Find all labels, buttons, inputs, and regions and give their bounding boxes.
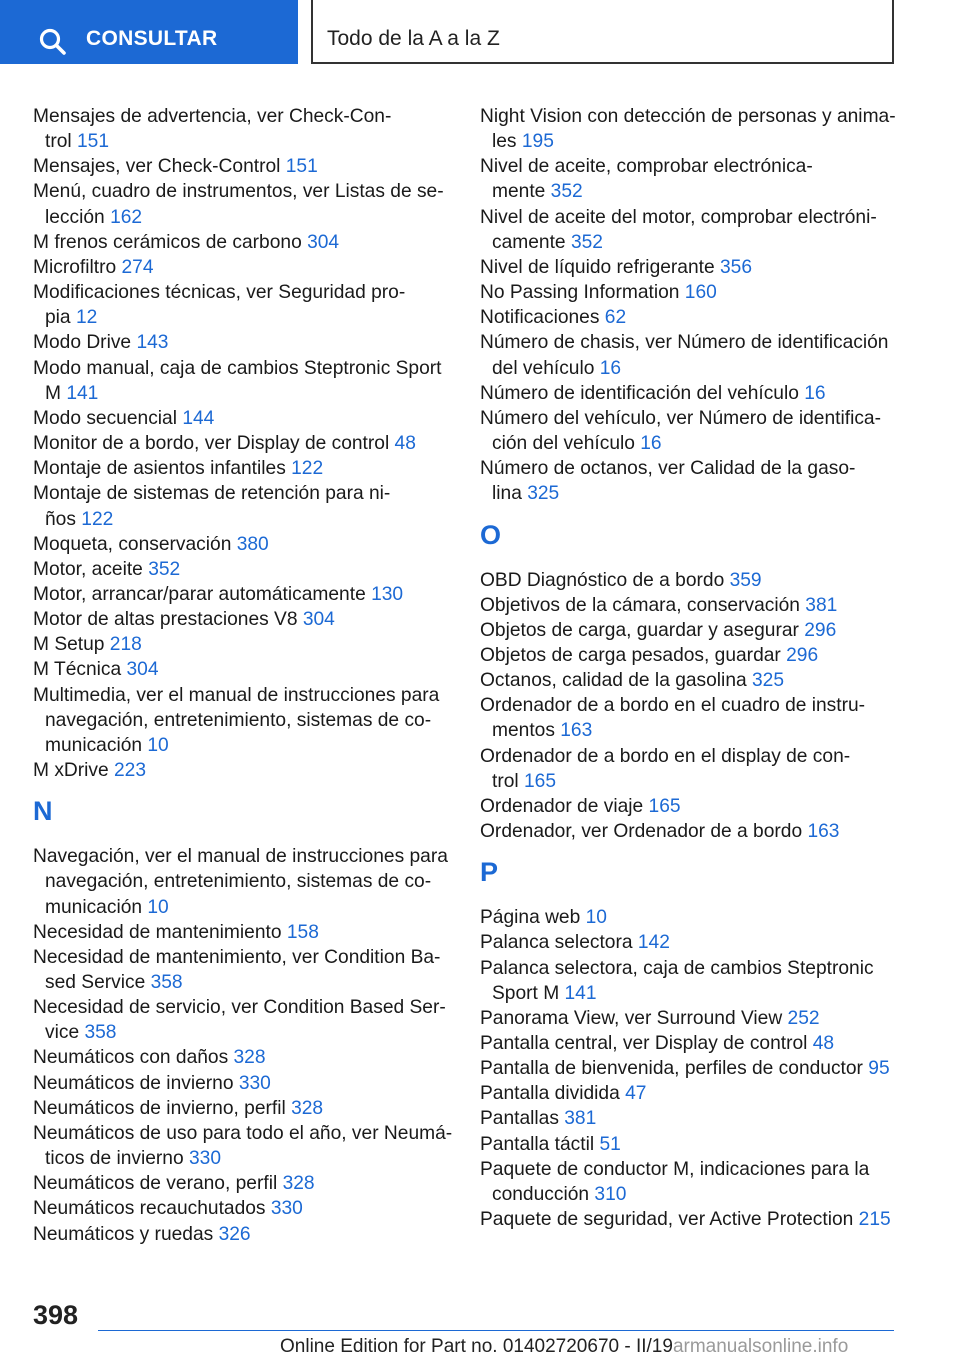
index-entry-term: Motor de altas prestaciones V8 [33, 609, 303, 631]
index-entry [480, 205, 910, 255]
index-entry-term: Palanca selectora [480, 932, 638, 954]
index-entry-term: Notificaciones [480, 307, 605, 329]
index-entry [480, 280, 910, 305]
index-entry-term: Número de octanos, ver Calidad de la gaso- lina [480, 458, 856, 505]
page-link[interactable]: 296 [786, 644, 819, 666]
index-entry-term: Montaje de sistemas de retención para ni- ños [33, 483, 391, 530]
index-entry [33, 657, 453, 682]
index-entry-term: Neumáticos de uso para todo el año, ver Neumá- ticos de invierno [33, 1122, 453, 1170]
index-entry-term: Octanos, calidad de la gasolina [480, 670, 752, 692]
index-entry [33, 1045, 453, 1070]
page-link[interactable]: 352 [570, 231, 603, 253]
page-link[interactable]: 10 [147, 896, 169, 918]
index-entry-term: Neumáticos recauchutados [33, 1198, 271, 1220]
index-entry [480, 456, 910, 506]
index-entry [33, 1096, 453, 1121]
index-entry-term: Número del vehículo, ver Número de identifica- ción del vehículo [480, 407, 881, 455]
index-entry-term: No Passing Information [480, 282, 685, 304]
page-link[interactable]: 12 [75, 307, 98, 329]
index-entry-term: Pantallas [480, 1108, 565, 1130]
index-entry [33, 431, 453, 456]
index-entry [480, 668, 910, 693]
page-link[interactable]: 215 [858, 1209, 891, 1231]
index-entry-term: Nivel de aceite, comprobar electrónica- mente [480, 156, 813, 203]
page-link[interactable]: 122 [81, 508, 114, 530]
index-entry-term: OBD Diagnóstico de a bordo [480, 569, 730, 591]
page-link[interactable]: 16 [804, 382, 826, 404]
index-entry [480, 643, 910, 668]
index-entry-term: Modo Drive [33, 332, 137, 354]
index-entry [33, 995, 453, 1045]
page-link[interactable]: 352 [148, 558, 181, 580]
page-link[interactable]: 325 [527, 483, 560, 505]
index-entry [480, 593, 910, 618]
index-entry [480, 1132, 910, 1157]
section-letter: P [480, 857, 499, 888]
index-entry-term: Necesidad de servicio, ver Condition Based Ser- vice [33, 997, 446, 1044]
index-entry-term: Neumáticos con daños [33, 1047, 234, 1069]
index-entry [480, 956, 910, 1006]
index-entry [480, 819, 910, 844]
index-entry-term: Ordenador de viaje [480, 795, 649, 817]
page-link[interactable]: 328 [291, 1097, 324, 1119]
index-entry [33, 844, 453, 919]
index-entry-term: Multimedia, ver el manual de instrucciones para navegación, entretenimiento, sistemas de co- municación [33, 684, 440, 756]
page-link[interactable]: 162 [110, 206, 143, 228]
top-bar [0, 0, 960, 66]
index-entry-term: Paquete de conductor M, indicaciones para la conducción [480, 1158, 870, 1205]
footer-edition [280, 1336, 848, 1358]
page-link[interactable]: 218 [109, 634, 142, 656]
index-entry [33, 356, 453, 406]
index-entry [480, 1106, 910, 1131]
index-entry-term: Número de chasis, ver Número de identificación del vehículo [480, 332, 889, 379]
index-entry-term: Objetos de carga, guardar y asegurar [480, 619, 805, 641]
page-link[interactable]: 352 [550, 181, 583, 203]
page-link[interactable]: 304 [307, 231, 340, 253]
search-icon [38, 27, 68, 57]
page-link[interactable]: 330 [270, 1198, 303, 1220]
index-entry [33, 154, 453, 179]
page-link[interactable]: 356 [719, 256, 752, 278]
page-link[interactable]: 160 [684, 282, 717, 304]
search-button[interactable] [0, 0, 298, 64]
section-letter: O [480, 519, 502, 550]
index-entry [480, 744, 910, 794]
page-link[interactable]: 16 [599, 357, 622, 379]
index-entry-term: Pantalla dividida [480, 1083, 626, 1105]
index-entry-term: Motor, aceite [33, 558, 149, 580]
index-entry-term: Panorama View, ver Surround View [480, 1007, 788, 1029]
page-link[interactable]: 48 [394, 433, 416, 455]
index-entry [33, 532, 453, 557]
page-link[interactable]: 16 [640, 433, 662, 455]
index-entry-term: Mensajes, ver Check-Control [33, 156, 286, 178]
index-entry [33, 557, 453, 582]
index-entry-term: Mensajes de advertencia, ver Check-Con- trol [33, 106, 392, 153]
index-entry [480, 618, 910, 643]
page-link[interactable]: 328 [233, 1047, 266, 1069]
index-entry [480, 1081, 910, 1106]
index-entry-term: Modo secuencial [33, 407, 183, 429]
page-link[interactable]: 130 [371, 583, 404, 605]
page-link[interactable]: 330 [188, 1148, 221, 1170]
index-entry [33, 456, 453, 481]
page-link[interactable]: 274 [121, 256, 154, 278]
index-entry-term: Pantalla central, ver Display de control [480, 1033, 813, 1054]
index-entry [480, 794, 910, 819]
index-entry-term: Pantalla de bienvenida, perfiles de conductor [480, 1058, 869, 1080]
index-entry-term: Página web [480, 907, 586, 929]
index-entry [33, 255, 453, 280]
page-link[interactable]: 10 [147, 734, 169, 756]
index-entry [33, 104, 453, 154]
index-entry [480, 568, 910, 593]
page-link[interactable]: 158 [286, 921, 319, 943]
index-entry [480, 930, 910, 955]
page-link[interactable]: 359 [729, 569, 762, 591]
index-entry-term: Ordenador de a bordo en el cuadro de instru- mentos [480, 695, 866, 742]
index-entry-term: Modificaciones técnicas, ver Seguridad pro- pia [33, 282, 406, 329]
index-entry-term: Motor, arrancar/parar automáticamente [33, 583, 372, 605]
page-link[interactable]: 141 [66, 382, 99, 404]
watermark: armanualsonline.info [672, 1336, 849, 1357]
index-entry-term: Microfiltro [33, 256, 122, 278]
index-entry [33, 280, 453, 330]
index-entry [33, 481, 453, 531]
index-entry-term: Paquete de seguridad, ver Active Protection [480, 1209, 859, 1231]
index-entry [33, 230, 453, 255]
index-entry [480, 1006, 910, 1031]
page-link[interactable]: 358 [150, 972, 183, 993]
index-entry [480, 154, 910, 204]
page-link[interactable]: 122 [291, 458, 324, 480]
page-link[interactable]: 195 [521, 131, 554, 153]
index-entry-term: Palanca selectora, caja de cambios Steptronic Sport M [480, 957, 874, 1004]
index-entry [480, 1207, 910, 1232]
page-link[interactable]: 48 [812, 1033, 835, 1054]
index-entry [480, 1031, 910, 1056]
index-column-right [480, 104, 910, 1232]
section-letter: N [33, 796, 53, 827]
page-link[interactable]: 380 [236, 533, 269, 555]
index-entry [33, 1071, 453, 1096]
search-button-label: CONSULTAR [86, 27, 218, 50]
index-entry-term: Número de identificación del vehículo [480, 382, 805, 404]
page-link[interactable]: 326 [218, 1223, 251, 1245]
index-entry [33, 1196, 453, 1221]
page-link[interactable]: 328 [282, 1173, 315, 1195]
index-entry [480, 104, 910, 154]
page-link[interactable]: 165 [648, 795, 681, 817]
page-link[interactable]: 296 [804, 619, 837, 641]
index-entry [33, 1121, 453, 1171]
index-entry-term: Menú, cuadro de instrumentos, ver Listas de se- lección [33, 181, 444, 228]
page-link[interactable]: 47 [625, 1083, 647, 1105]
index-entry [33, 330, 453, 355]
page-link[interactable]: 304 [302, 609, 335, 631]
index-entry-term: Ordenador, ver Ordenador de a bordo [480, 821, 808, 843]
index-entry-term: Neumáticos de invierno [33, 1072, 239, 1094]
index-entry-term: Nivel de líquido refrigerante [480, 256, 720, 278]
page-link[interactable]: 310 [594, 1183, 627, 1205]
index-entry [480, 406, 910, 456]
breadcrumb[interactable] [311, 0, 894, 64]
index-entry [480, 255, 910, 280]
index-entry-term: Nivel de aceite del motor, comprobar electróni- camente [480, 206, 877, 253]
index-entry [33, 1222, 453, 1247]
index-entry-term: Neumáticos de invierno, perfil [33, 1097, 292, 1119]
page-link[interactable]: 151 [77, 131, 110, 153]
index-entry [480, 1157, 910, 1207]
index-entry-term: M xDrive [33, 760, 115, 782]
index-entry [33, 945, 453, 995]
page-link[interactable]: 252 [787, 1007, 820, 1029]
page-link[interactable]: 144 [182, 407, 215, 429]
index-entry [33, 920, 453, 945]
page-link[interactable]: 163 [807, 821, 840, 843]
index-entry [480, 693, 910, 743]
index-entry-term: Montaje de asientos infantiles [33, 458, 292, 480]
index-entry-term: Night Vision con detección de personas y anima- les [480, 106, 896, 153]
index-entry-term: Pantalla táctil [480, 1133, 600, 1155]
index-entry [480, 305, 910, 330]
page-link[interactable]: 142 [637, 932, 670, 954]
index-entry-term: Monitor de a bordo, ver Display de control [33, 433, 395, 455]
page-link[interactable]: 381 [564, 1108, 597, 1130]
page-link[interactable]: 381 [805, 594, 838, 616]
index-entry [33, 1171, 453, 1196]
page-link[interactable]: 10 [585, 907, 607, 929]
page-link[interactable]: 95 [868, 1058, 890, 1080]
page-link[interactable]: 325 [752, 670, 785, 692]
footer-edition-text: Online Edition for Part no. 01402720670 - II/19 [280, 1336, 673, 1357]
index-entry-term: Objetos de carga pesados, guardar [480, 644, 787, 666]
page-link[interactable]: 62 [604, 307, 627, 329]
page-link[interactable]: 330 [238, 1072, 271, 1094]
page-link[interactable]: 141 [564, 982, 597, 1004]
page-link[interactable]: 51 [599, 1133, 621, 1155]
index-entry [33, 758, 453, 783]
index-entry [33, 406, 453, 431]
page-link[interactable]: 358 [84, 1022, 117, 1044]
index-entry [480, 905, 910, 930]
index-entry-term: M frenos cerámicos de carbono [33, 231, 308, 253]
index-entry-term: Moqueta, conservación [33, 533, 237, 555]
index-column-left [33, 104, 453, 1247]
index-entry-term: Necesidad de mantenimiento, ver Condition Ba- sed Service [33, 946, 441, 993]
page-number: 398 [33, 1300, 79, 1330]
index-entry [480, 381, 910, 406]
page-link[interactable]: 151 [285, 156, 318, 178]
index-entry-term: Ordenador de a bordo en el display de con- trol [480, 745, 851, 792]
page-link[interactable]: 165 [524, 770, 557, 792]
index-entry [480, 1056, 910, 1081]
breadcrumb-label: Todo de la A a la Z [327, 27, 500, 50]
page-link[interactable]: 223 [114, 760, 147, 782]
index-entry-term: Modo manual, caja de cambios Steptronic Sport M [33, 357, 442, 404]
index-entry [33, 607, 453, 632]
index-entry [33, 179, 453, 229]
footer-divider [98, 1330, 894, 1331]
index-entry-term: Neumáticos de verano, perfil [33, 1173, 283, 1195]
page-link[interactable]: 304 [126, 659, 159, 681]
index-entry [33, 683, 453, 758]
page-link[interactable]: 143 [136, 332, 169, 354]
index-entry [33, 632, 453, 657]
index-entry-term: Objetivos de la cámara, conservación [480, 594, 806, 616]
index-entry-term: Necesidad de mantenimiento [33, 921, 287, 943]
index-entry-term: Navegación, ver el manual de instrucciones para navegación, entretenimiento, sistemas de co- municación [33, 846, 448, 918]
index-entry-term: Neumáticos y ruedas [33, 1223, 219, 1245]
page-link[interactable]: 163 [560, 720, 593, 742]
index-entry-term: M Setup [33, 634, 110, 656]
index-entry [480, 330, 910, 380]
index-entry [33, 582, 453, 607]
index-entry-term: M Técnica [33, 659, 127, 681]
